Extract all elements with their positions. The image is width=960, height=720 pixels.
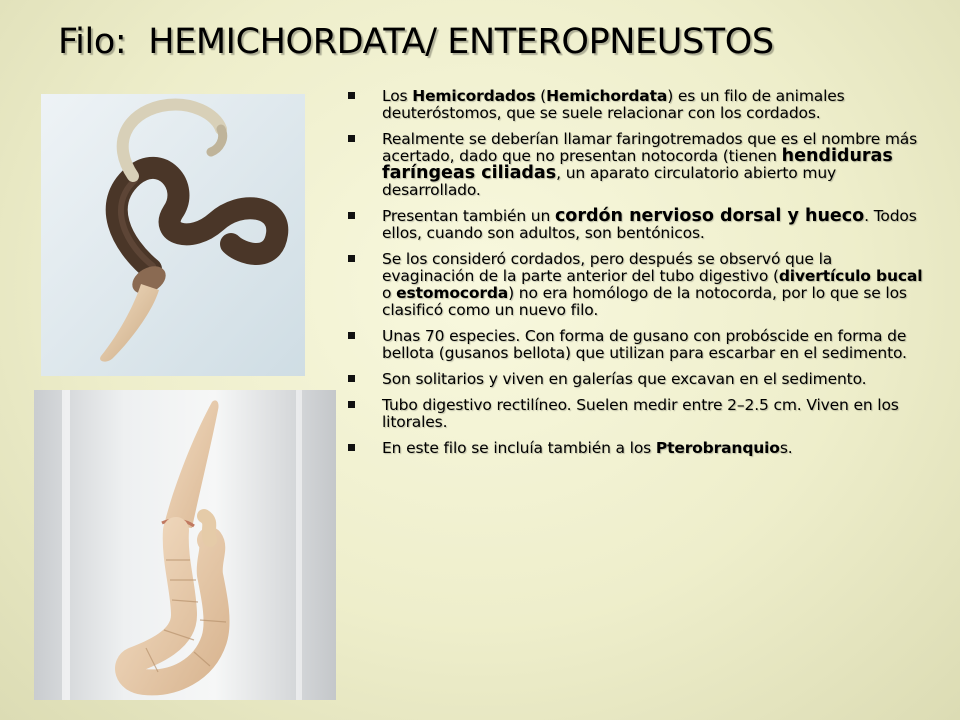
bullet-item	[346, 251, 924, 319]
bullet-emphasis: Hemicordados	[412, 87, 536, 105]
bullet-emphasis: cordón nervioso dorsal y hueco	[554, 206, 865, 226]
bullet-item	[346, 131, 924, 199]
bullet-list	[346, 88, 924, 466]
bullet-emphasis: hendiduras faríngeas ciliadas	[382, 146, 893, 183]
bullet-item	[346, 397, 924, 431]
bullet-item	[346, 88, 924, 122]
bullet-item	[346, 328, 924, 362]
square-bullet-icon	[348, 135, 355, 142]
square-bullet-icon	[348, 92, 355, 99]
bullet-text: s.	[779, 439, 793, 457]
bullet-text: ) es un filo de animales deuteróstomos, que se suele relacionar con los cordados.	[382, 87, 845, 122]
bullet-text: Realmente se deberían llamar faringotremados que es el nombre más acertado, dado que no presentan notocorda (tienen	[382, 130, 918, 165]
bullet-text: Los	[382, 87, 413, 105]
square-bullet-icon	[348, 255, 355, 262]
square-bullet-icon	[348, 332, 355, 339]
bullet-item	[346, 371, 924, 388]
square-bullet-icon	[348, 375, 355, 382]
bullet-text: , un aparato circulatorio abierto muy desarrollado.	[382, 164, 837, 199]
bullet-text: ) no era homólogo de la notocorda, por lo que se los clasificó como un nuevo filo.	[382, 284, 907, 319]
square-bullet-icon	[348, 444, 355, 451]
acorn-worm-photo-bottom	[34, 390, 336, 700]
bullet-item	[346, 440, 924, 457]
title-phylum-name: HEMICHORDATA/ ENTEROPNEUSTOS	[148, 22, 774, 62]
bullet-emphasis: Hemichordata	[546, 87, 668, 105]
bullet-text: Son solitarios y viven en galerías que excavan en el sedimento.	[382, 370, 867, 388]
bullet-emphasis: Pterobranquio	[655, 439, 780, 457]
title-phylum-label: Filo:	[58, 22, 127, 62]
acorn-worm-photo-top	[41, 94, 305, 376]
square-bullet-icon	[348, 401, 355, 408]
bullet-text: Unas 70 especies. Con forma de gusano con probóscide en forma de bellota (gusanos bellota) que utilizan para escarbar en el sedimento.	[382, 327, 907, 362]
bullet-text: En este filo se incluía también a los	[382, 439, 656, 457]
bullet-text: . Todos ellos, cuando son adultos, son bentónicos.	[382, 207, 917, 242]
slide-title	[58, 22, 774, 62]
bullet-item	[346, 208, 924, 242]
bullet-text: o	[382, 284, 397, 302]
bullet-emphasis: divertículo bucal	[778, 267, 923, 285]
bullet-text: Tubo digestivo rectilíneo. Suelen medir entre 2–2.5 cm. Viven en los litorales.	[382, 396, 899, 431]
bullet-text: (	[535, 87, 547, 105]
bullet-text: Se los consideró cordados, pero después se observó que la evaginación de la parte anterior del tubo digestivo (	[382, 250, 833, 285]
bullet-emphasis: estomocorda	[396, 284, 509, 302]
bullet-text: Presentan también un	[382, 207, 555, 225]
square-bullet-icon	[348, 212, 355, 219]
